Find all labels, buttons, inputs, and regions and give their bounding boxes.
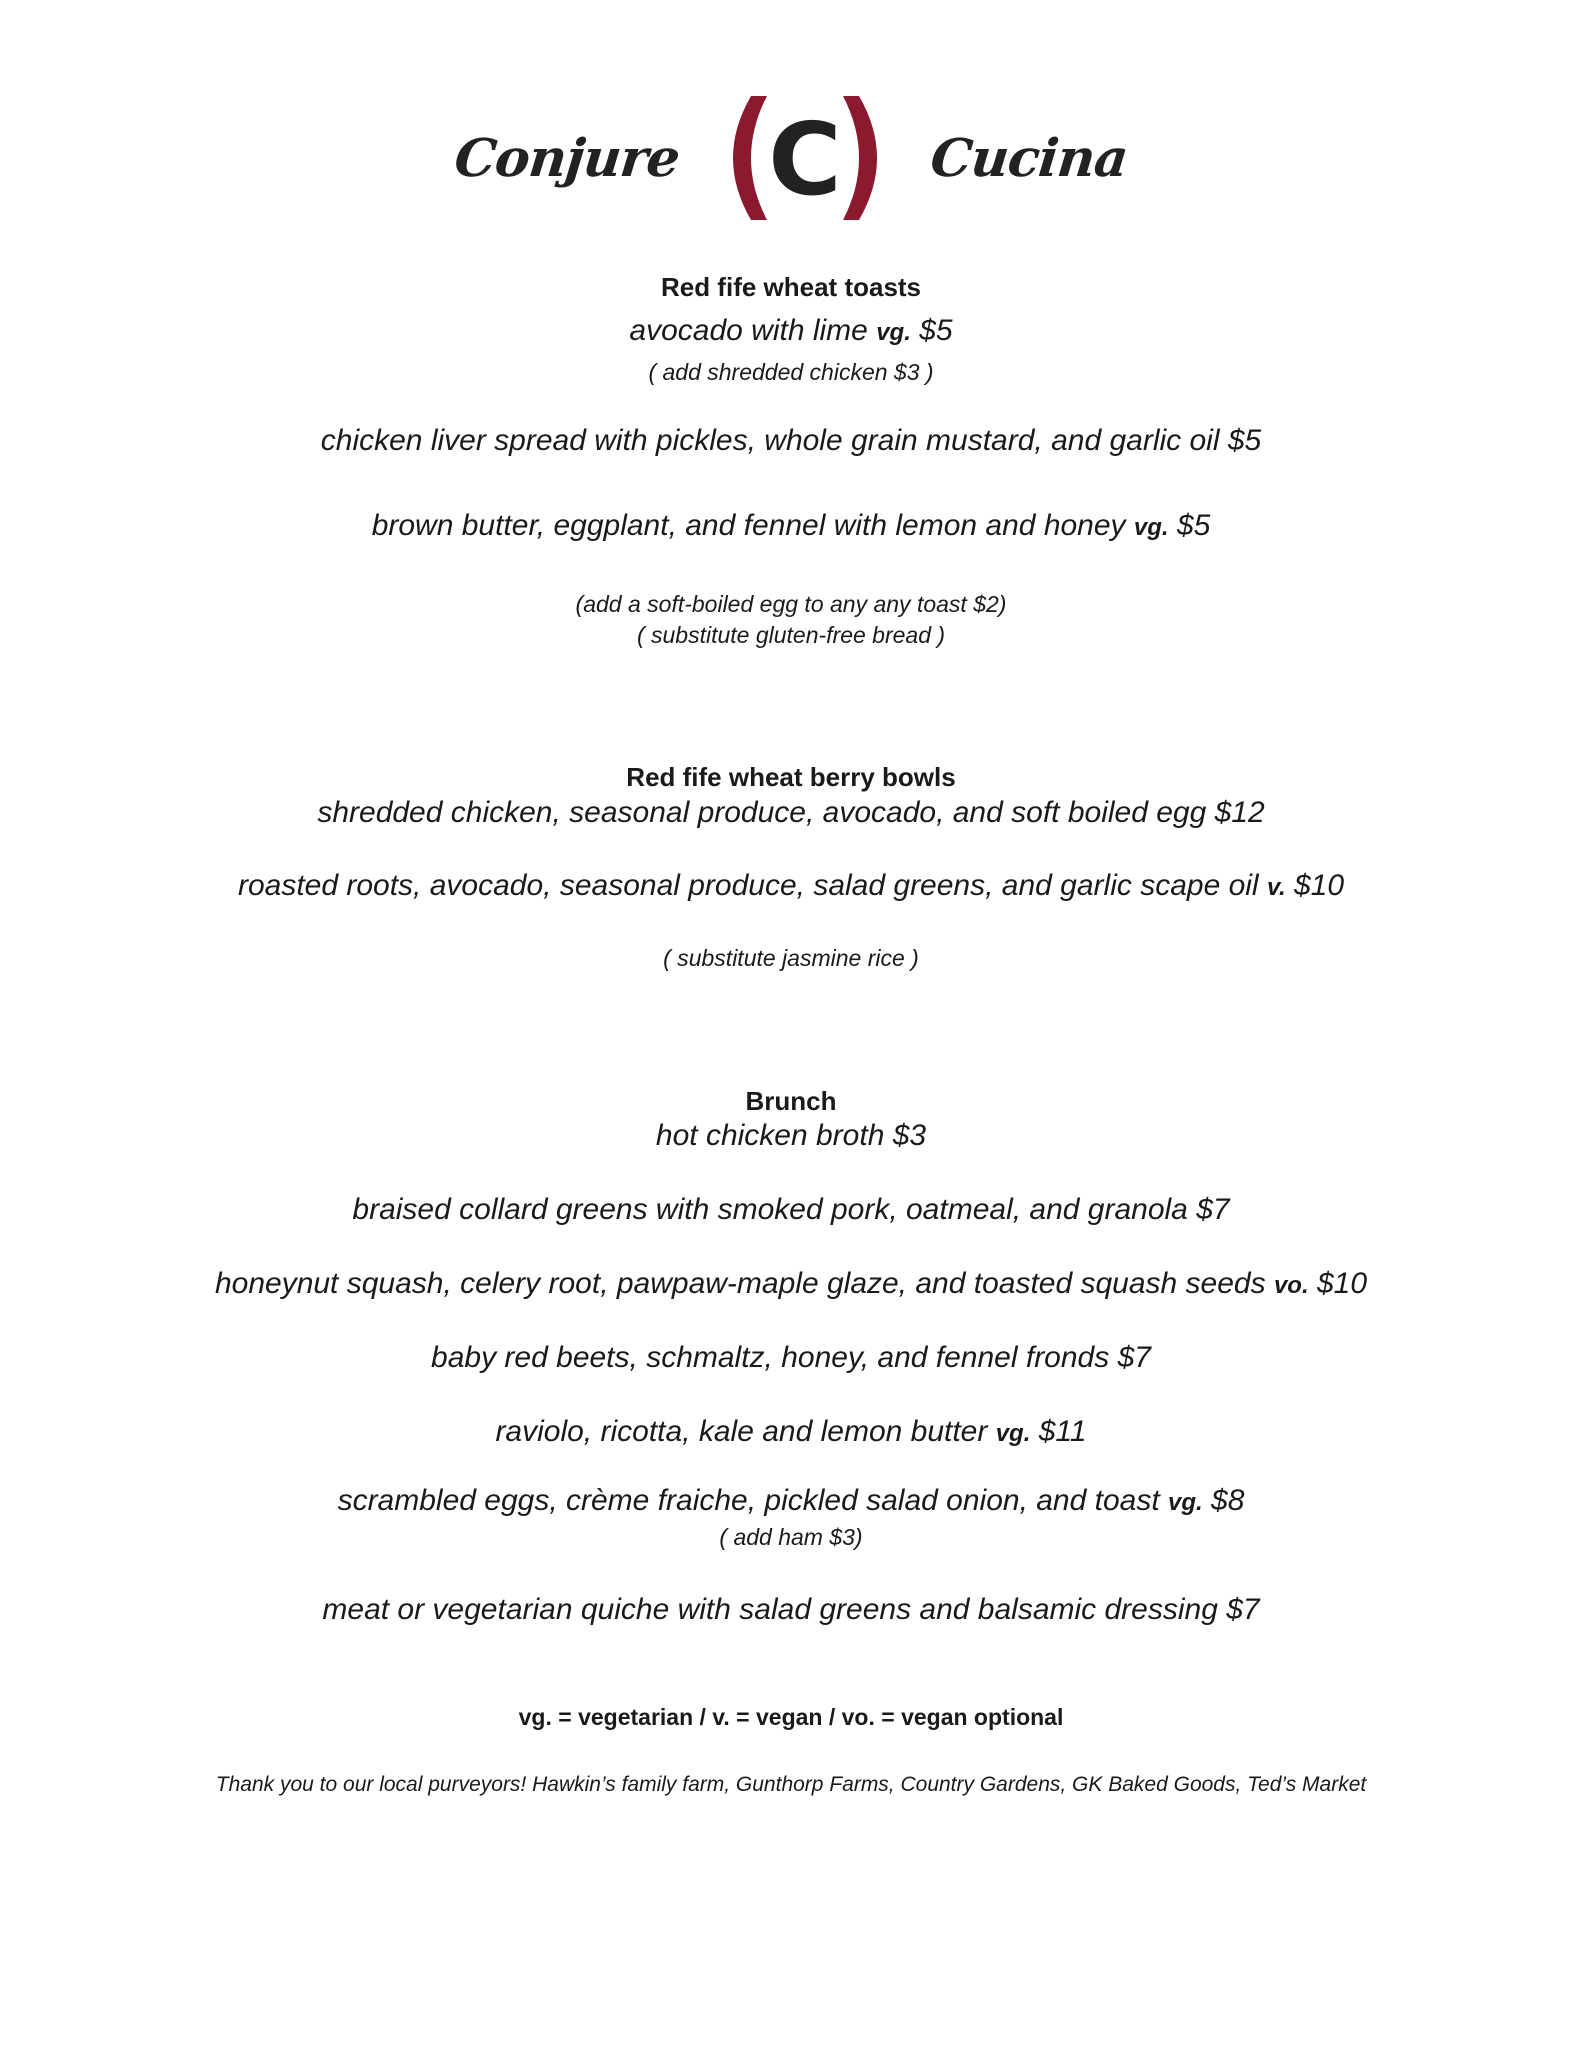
menu-item-avocado-toast: avocado with lime vg. $5 [629, 314, 953, 347]
section-heading-toasts: Red fife wheat toasts [660, 272, 922, 302]
dietary-tag: vg. [876, 319, 911, 346]
logo-word-cucina: Cucina [927, 127, 1131, 189]
menu-item-addon-ham: ( add ham $3) [719, 1524, 863, 1550]
logo-letter-c: C [768, 101, 842, 218]
menu-item-chicken-broth: hot chicken broth $3 [655, 1119, 927, 1152]
dietary-tag: v. [1266, 874, 1286, 901]
menu-item-honeynut-squash: honeynut squash, celery root, pawpaw-maple glaze, and toasted squash seeds vo. $10 [214, 1267, 1368, 1300]
menu-item-quiche: meat or vegetarian quiche with salad greens and balsamic dressing $7 [322, 1593, 1260, 1626]
menu-item-red-beets: baby red beets, schmaltz, honey, and fennel fronds $7 [431, 1341, 1151, 1374]
bowl-note-rice: ( substitute jasmine rice ) [663, 945, 919, 971]
menu-item-chicken-bowl: shredded chicken, seasonal produce, avocado, and soft boiled egg $12 [317, 796, 1265, 829]
toast-note-egg: (add a soft-boiled egg to any any toast $2) [575, 591, 1007, 617]
menu-item-addon-chicken: ( add shredded chicken $3 ) [648, 359, 934, 385]
menu-item-roasted-roots-bowl: roasted roots, avocado, seasonal produce, salad greens, and garlic scape oil v. $10 [237, 869, 1345, 902]
logo-word-conjure: Conjure [451, 127, 683, 189]
section-heading-brunch: Brunch [745, 1086, 837, 1116]
logo-bracket-c-mark [705, 88, 905, 228]
menu-item-chicken-liver-toast: chicken liver spread with pickles, whole grain mustard, and garlic oil $5 [320, 424, 1262, 457]
dietary-tag: vo. [1273, 1272, 1309, 1299]
menu-item-scrambled-eggs: scrambled eggs, crème fraiche, pickled salad onion, and toast vg. $8 [337, 1484, 1245, 1517]
menu-item-collard-greens: braised collard greens with smoked pork, oatmeal, and granola $7 [352, 1193, 1230, 1226]
dietary-tag: vg. [1133, 514, 1169, 541]
toast-note-gluten-free: ( substitute gluten-free bread ) [636, 622, 946, 648]
restaurant-logo [0, 88, 1582, 228]
menu-item-eggplant-toast: brown butter, eggplant, and fennel with lemon and honey vg. $5 [371, 509, 1211, 542]
dietary-tag: vg. [1168, 1489, 1203, 1516]
section-heading-bowls: Red fife wheat berry bowls [626, 762, 956, 792]
purveyors-thanks: Thank you to our local purveyors! Hawkin’s family farm, Gunthorp Farms, Country Gardens, GK Baked Goods, Ted’s Market [215, 1773, 1367, 1796]
dietary-legend: vg. = vegetarian / v. = vegan / vo. = vegan optional [518, 1704, 1064, 1730]
menu-item-raviolo: raviolo, ricotta, kale and lemon butter vg. $11 [495, 1415, 1087, 1448]
dietary-tag: vg. [995, 1420, 1031, 1447]
